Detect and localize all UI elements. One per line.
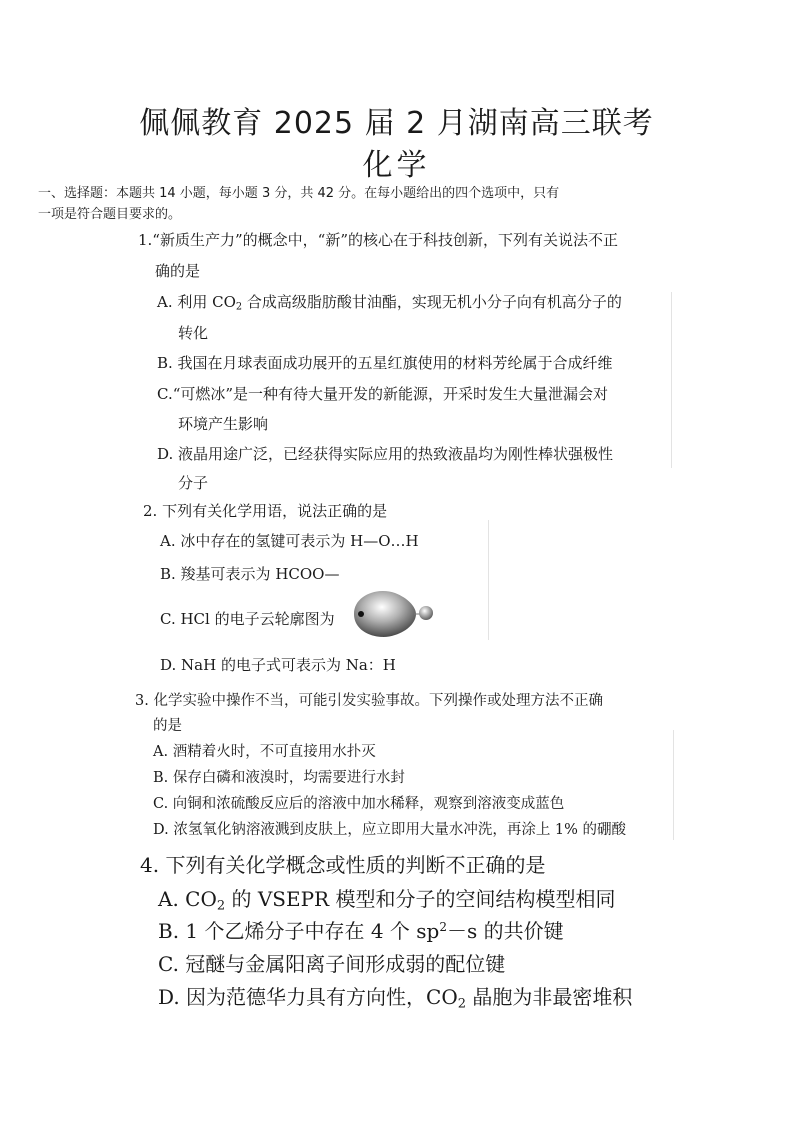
q3-option-c: C. 向铜和浓硫酸反应后的溶液中加水稀释，观察到溶液变成蓝色: [153, 796, 565, 812]
q1-option-a-cont: 转化: [178, 324, 209, 342]
q2-option-a: A. 冰中存在的氢键可表示为 H—O…H: [160, 532, 419, 550]
q4-option-b: B. 1 个乙烯分子中存在 4 个 $sp^2-s$ 的共价键: [158, 919, 564, 943]
q2-option-b: B. 羧基可表示为 HCOO—: [160, 565, 340, 583]
q4-stem: 4. 下列有关化学概念或性质的判断不正确的是: [140, 853, 546, 877]
q1-option-a: A. 利用 $CO_2$ 合成高级脂肪酸甘油酯，实现无机小分子向有机高分子的: [157, 293, 622, 313]
q3-stem: 3. 化学实验中操作不当，可能引发实验事故。下列操作或处理方法不正确: [135, 693, 603, 709]
q3-option-a: A. 酒精着火时，不可直接用水扑灭: [153, 744, 376, 760]
q1-stem: 1.“新质生产力”的概念中，“新”的核心在于科技创新，下列有关说法不正: [138, 231, 618, 249]
section-instruction-line1: 一、选择题：本题共 14 小题，每小题 3 分，共 42 分。在每小题给出的四个选项中，只有: [38, 186, 560, 201]
q1-option-d: D. 液晶用途广泛，已经获得实际应用的热致液晶均为刚性棒状强极性: [157, 445, 614, 463]
scan-edge: [671, 292, 672, 468]
hcl-electron-cloud-figure: [350, 585, 440, 641]
q2-stem: 2. 下列有关化学用语，说法正确的是: [143, 502, 388, 520]
scan-edge: [488, 520, 489, 640]
q4-option-d: D. 因为范德华力具有方向性，$CO_2$ 晶胞为非最密堆积: [158, 985, 633, 1012]
page-subject: 化学: [362, 148, 431, 183]
q1-stem-cont: 确的是: [155, 262, 201, 280]
q4-option-a: A. $CO_2$ 的 VSEPR 模型和分子的空间结构模型相同: [158, 887, 616, 914]
q4-option-c: C. 冠醚与金属阳离子间形成弱的配位键: [158, 952, 506, 976]
scan-edge: [673, 730, 674, 840]
q1-option-b: B. 我国在月球表面成功展开的五星红旗使用的材料芳纶属于合成纤维: [157, 354, 613, 372]
section-instruction-line2: 一项是符合题目要求的。: [38, 207, 182, 222]
q3-stem-cont: 的是: [153, 718, 182, 734]
q2-option-d: D. NaH 的电子式可表示为 Na：H: [160, 656, 396, 674]
q3-option-b: B. 保存白磷和液溴时，均需要进行水封: [153, 770, 405, 786]
q1-option-c: C.“可燃冰”是一种有待大量开发的新能源，开采时发生大量泄漏会对: [157, 385, 609, 403]
q1-option-d-cont: 分子: [178, 474, 209, 492]
q1-option-c-cont: 环境产生影响: [178, 415, 269, 433]
q2-option-c: C. HCl 的电子云轮廓图为: [160, 610, 335, 628]
page-title: 佩佩教育 2025 届 2 月湖南高三联考: [139, 106, 654, 141]
q3-option-d: D. 浓氢氧化钠溶液溅到皮肤上，应立即用大量水冲洗，再涂上 1% 的硼酸: [153, 822, 627, 838]
